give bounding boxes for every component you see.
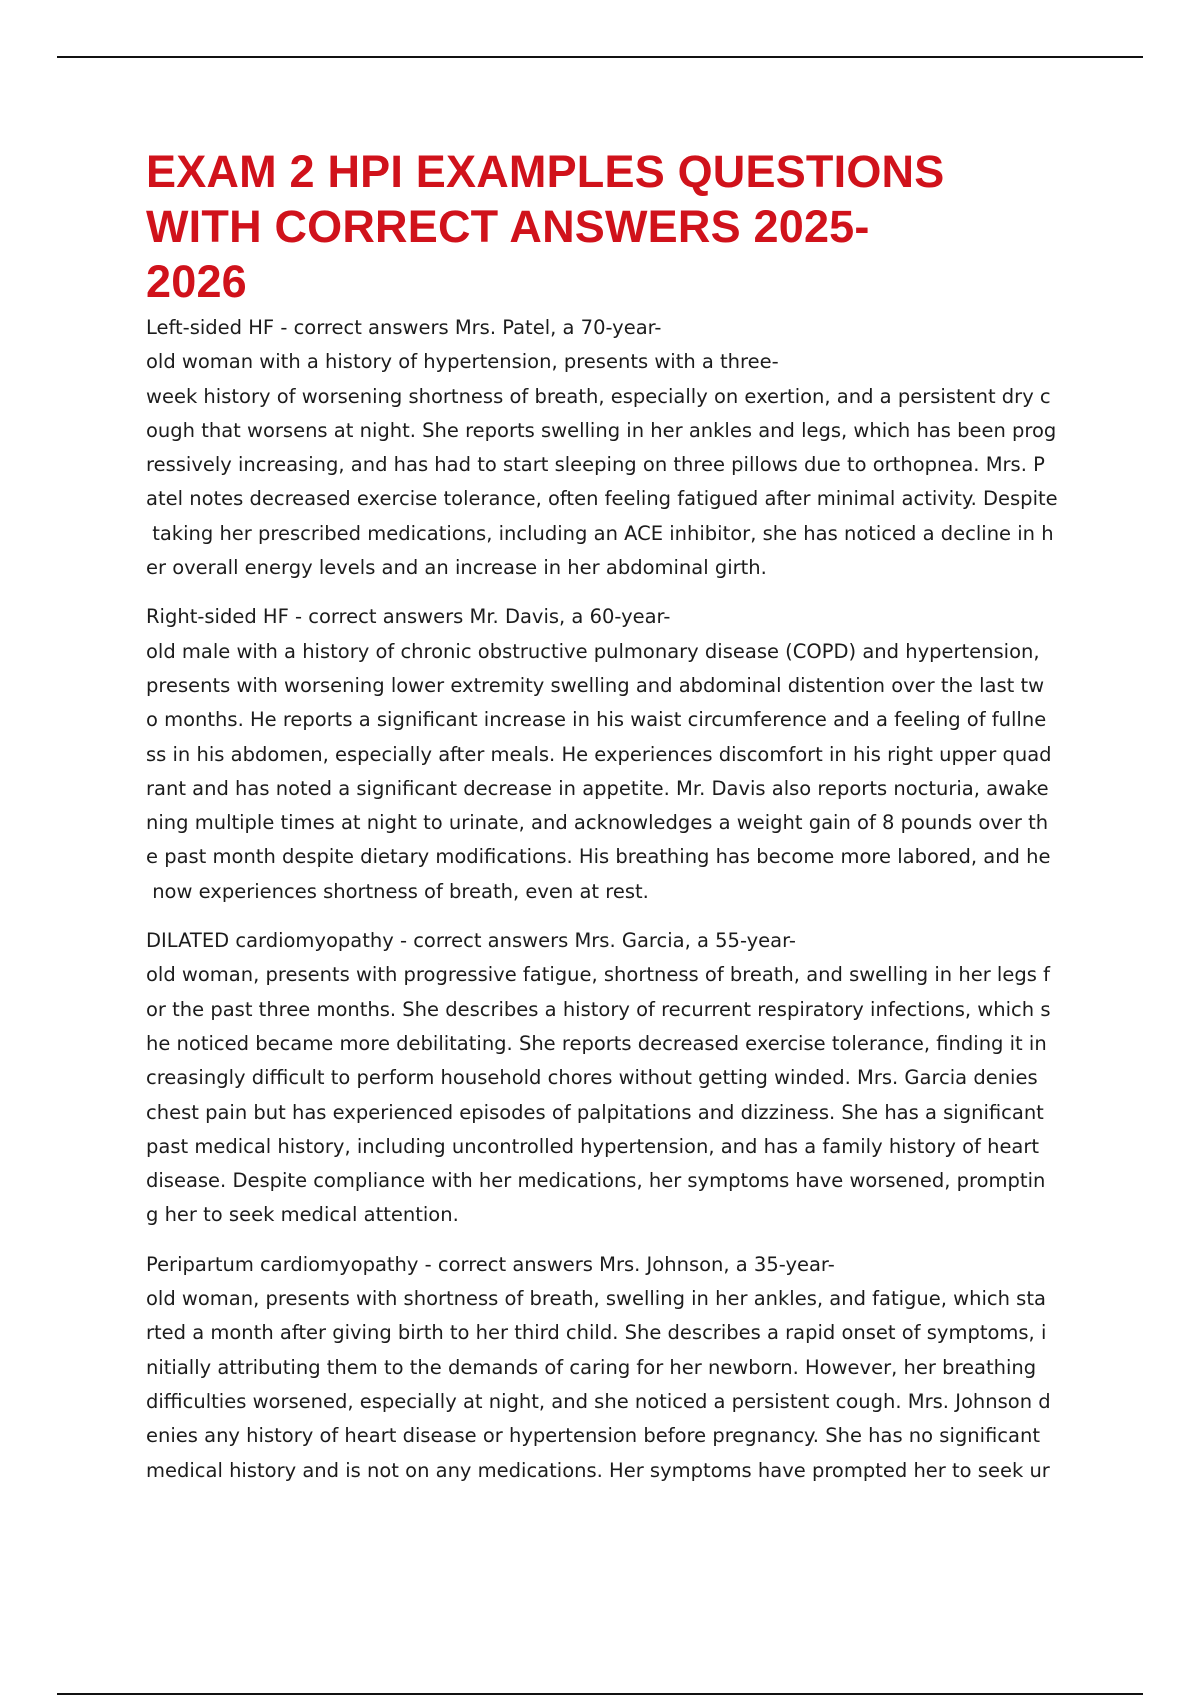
text-line: atel notes decreased exercise tolerance, often feeling fatigued after minimal activity. Despite: [146, 487, 1058, 511]
text-line: week history of worsening shortness of breath, especially on exertion, and a persistent dry c: [146, 384, 1051, 408]
text-line: difficulties worsened, especially at night, and she noticed a persistent cough. Mrs. Johnson d: [146, 1389, 1051, 1413]
text-line: creasingly difficult to perform household chores without getting winded. Mrs. Garcia denies: [146, 1066, 1038, 1090]
text-line: past medical history, including uncontrolled hypertension, and has a family history of heart: [146, 1134, 1040, 1158]
text-line: he noticed became more debilitating. She reports decreased exercise tolerance, finding it in: [146, 1031, 1047, 1055]
text-line: medical history and is not on any medications. Her symptoms have prompted her to seek ur: [146, 1458, 1050, 1482]
text-line: chest pain but has experienced episodes of palpitations and dizziness. She has a significant: [146, 1100, 1044, 1124]
text-line: ough that worsens at night. She reports swelling in her ankles and legs, which has been prog: [146, 418, 1057, 442]
text-line: disease. Despite compliance with her medications, her symptoms have worsened, promptin: [146, 1169, 1046, 1193]
text-line: old woman with a history of hypertension, presents with a three-: [146, 350, 779, 374]
text-line: enies any history of heart disease or hypertension before pregnancy. She has no significant: [146, 1424, 1040, 1448]
text-line: old woman, presents with shortness of breath, swelling in her ankles, and fatigue, which sta: [146, 1287, 1046, 1311]
qa-entry-dilated-cardiomyopathy: [146, 924, 1061, 1233]
qa-entry-right-sided-hf: [146, 600, 1061, 909]
text-line: rted a month after giving birth to her third child. She describes a rapid onset of symptoms, i: [146, 1321, 1047, 1345]
text-line: ss in his abdomen, especially after meals. He experiences discomfort in his right upper quad: [146, 742, 1052, 766]
qa-entry-left-sided-hf: [146, 311, 1061, 585]
text-line: ning multiple times at night to urinate, and acknowledges a weight gain of 8 pounds over th: [146, 811, 1049, 835]
text-line: g her to seek medical attention.: [146, 1203, 459, 1227]
text-line: presents with worsening lower extremity swelling and abdominal distention over the last tw: [146, 673, 1045, 697]
text-line: rant and has noted a significant decrease in appetite. Mr. Davis also reports nocturia, awake: [146, 776, 1049, 800]
text-line: e past month despite dietary modifications. His breathing has become more labored, and he: [146, 845, 1051, 869]
header-rule: [57, 56, 1143, 58]
text-line: taking her prescribed medications, including an ACE inhibitor, she has noticed a decline in h: [146, 521, 1054, 545]
text-line: old male with a history of chronic obstructive pulmonary disease (COPD) and hypertension,: [146, 639, 1040, 663]
title-line: EXAM 2 HPI EXAMPLES QUESTIONS: [146, 146, 945, 197]
text-line: o months. He reports a significant increase in his waist circumference and a feeling of fullne: [146, 708, 1047, 732]
title-line: 2026: [146, 256, 247, 307]
text-line: ressively increasing, and has had to start sleeping on three pillows due to orthopnea. Mrs. P: [146, 453, 1045, 477]
text-line: Right-sided HF - correct answers Mr. Davis, a 60-year-: [146, 605, 671, 629]
text-line: old woman, presents with progressive fatigue, shortness of breath, and swelling in her legs f: [146, 963, 1050, 987]
text-line: er overall energy levels and an increase in her abdominal girth.: [146, 556, 767, 580]
text-line: DILATED cardiomyopathy - correct answers Mrs. Garcia, a 55-year-: [146, 929, 796, 953]
text-line: nitially attributing them to the demands of caring for her newborn. However, her breathing: [146, 1355, 1037, 1379]
footer-rule: [57, 1693, 1143, 1695]
document-title: [146, 144, 1061, 309]
qa-entry-peripartum-cardiomyopathy: [146, 1248, 1061, 1488]
text-line: now experiences shortness of breath, even at rest.: [146, 879, 649, 903]
text-line: Left-sided HF - correct answers Mrs. Patel, a 70-year-: [146, 316, 662, 339]
text-line: or the past three months. She describes a history of recurrent respiratory infections, which s: [146, 997, 1051, 1021]
document-body: [146, 144, 1061, 1488]
text-line: Peripartum cardiomyopathy - correct answers Mrs. Johnson, a 35-year-: [146, 1252, 835, 1276]
title-line: WITH CORRECT ANSWERS 2025-: [146, 201, 870, 252]
